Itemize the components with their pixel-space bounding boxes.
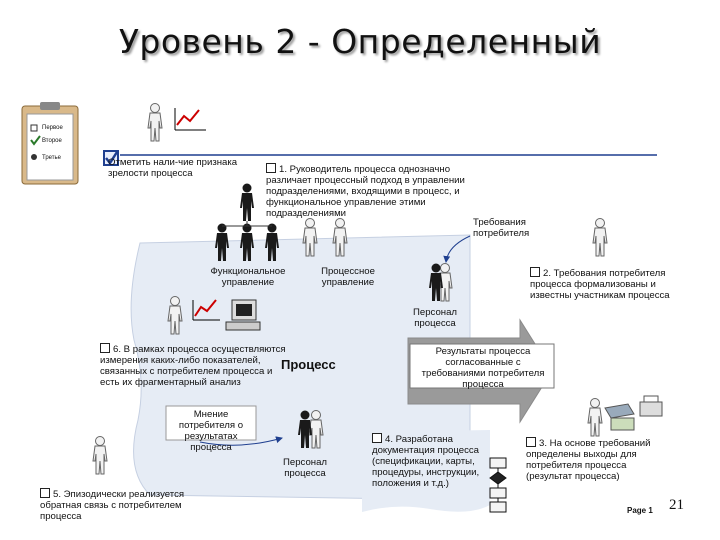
figure-requirements	[593, 219, 607, 257]
personnel-top-label: Персонал процесса	[412, 307, 458, 329]
item-1	[266, 163, 466, 219]
item-6-text: 6. В рамках процесса осуществляются измерения каких-либо показателей, связанных с потребителем процесса и есть их фрагментарный анализ	[100, 344, 286, 388]
item-5-text: 5. Эпизодически реализуется обратная связь с потребителем процесса	[40, 489, 185, 522]
figure-customer-right	[588, 399, 602, 437]
page-label: Page 1	[627, 506, 653, 515]
item-6-checkbox[interactable]	[100, 343, 110, 353]
customer-opinion-text: Мнение потребителя о результатах процесса	[178, 409, 244, 453]
item-3-text: 3. На основе требований определены выходы для потребителя процесса (результат процесса)	[526, 438, 651, 482]
printer-icon	[640, 396, 662, 416]
hierarchy-lines	[222, 221, 272, 226]
chart-icon-top	[175, 108, 206, 130]
item-1-text: 1. Руководитель процесса однозначно различает процессный подход в управлении подразделениями, входящими в процесс, и функциональное управление этими подразделениями	[266, 164, 465, 219]
process-label: Процесс	[281, 357, 336, 372]
item-5	[40, 488, 200, 522]
requirements-label: Требования потребителя	[473, 217, 530, 239]
item-2-checkbox[interactable]	[530, 267, 540, 277]
process-mgmt-label: Процессное управление	[321, 266, 375, 288]
item-6	[100, 343, 288, 388]
figure-customer-left	[93, 437, 107, 475]
item-4	[372, 433, 488, 489]
item-2-text: 2. Требования потребителя процесса формализованы и известны участникам процесса	[530, 268, 670, 301]
functional-label: Функциональное управление	[210, 266, 286, 288]
clipboard-item-3: Третье	[42, 155, 62, 161]
clipboard-item-1: Первое	[42, 125, 63, 131]
results-text: Результаты процесса согласованные с требованиями потребителя процесса	[421, 346, 545, 390]
item-3	[526, 437, 672, 482]
flowchart-icon	[490, 458, 506, 512]
figure-analyst-top	[148, 104, 162, 142]
mark-maturity-text: Отметить нали-чие признака зрелости процесса	[108, 157, 238, 179]
item-4-checkbox[interactable]	[372, 433, 382, 443]
page-title: Уровень 2 - Определенный	[118, 22, 602, 61]
personnel-bottom-label: Персонал процесса	[282, 457, 328, 479]
item-2	[530, 267, 670, 301]
page-number: 21	[669, 497, 684, 513]
figure-process-owner	[240, 184, 254, 222]
box-icon	[605, 404, 634, 430]
item-4-text: 4. Разработана документация процесса (спецификации, карты, процедуры, инструкции, положения и т.д.)	[372, 434, 480, 489]
item-5-checkbox[interactable]	[40, 488, 50, 498]
item-3-checkbox[interactable]	[526, 437, 536, 447]
item-1-checkbox[interactable]	[266, 163, 276, 173]
clipboard-item-2: Второе	[42, 138, 62, 144]
